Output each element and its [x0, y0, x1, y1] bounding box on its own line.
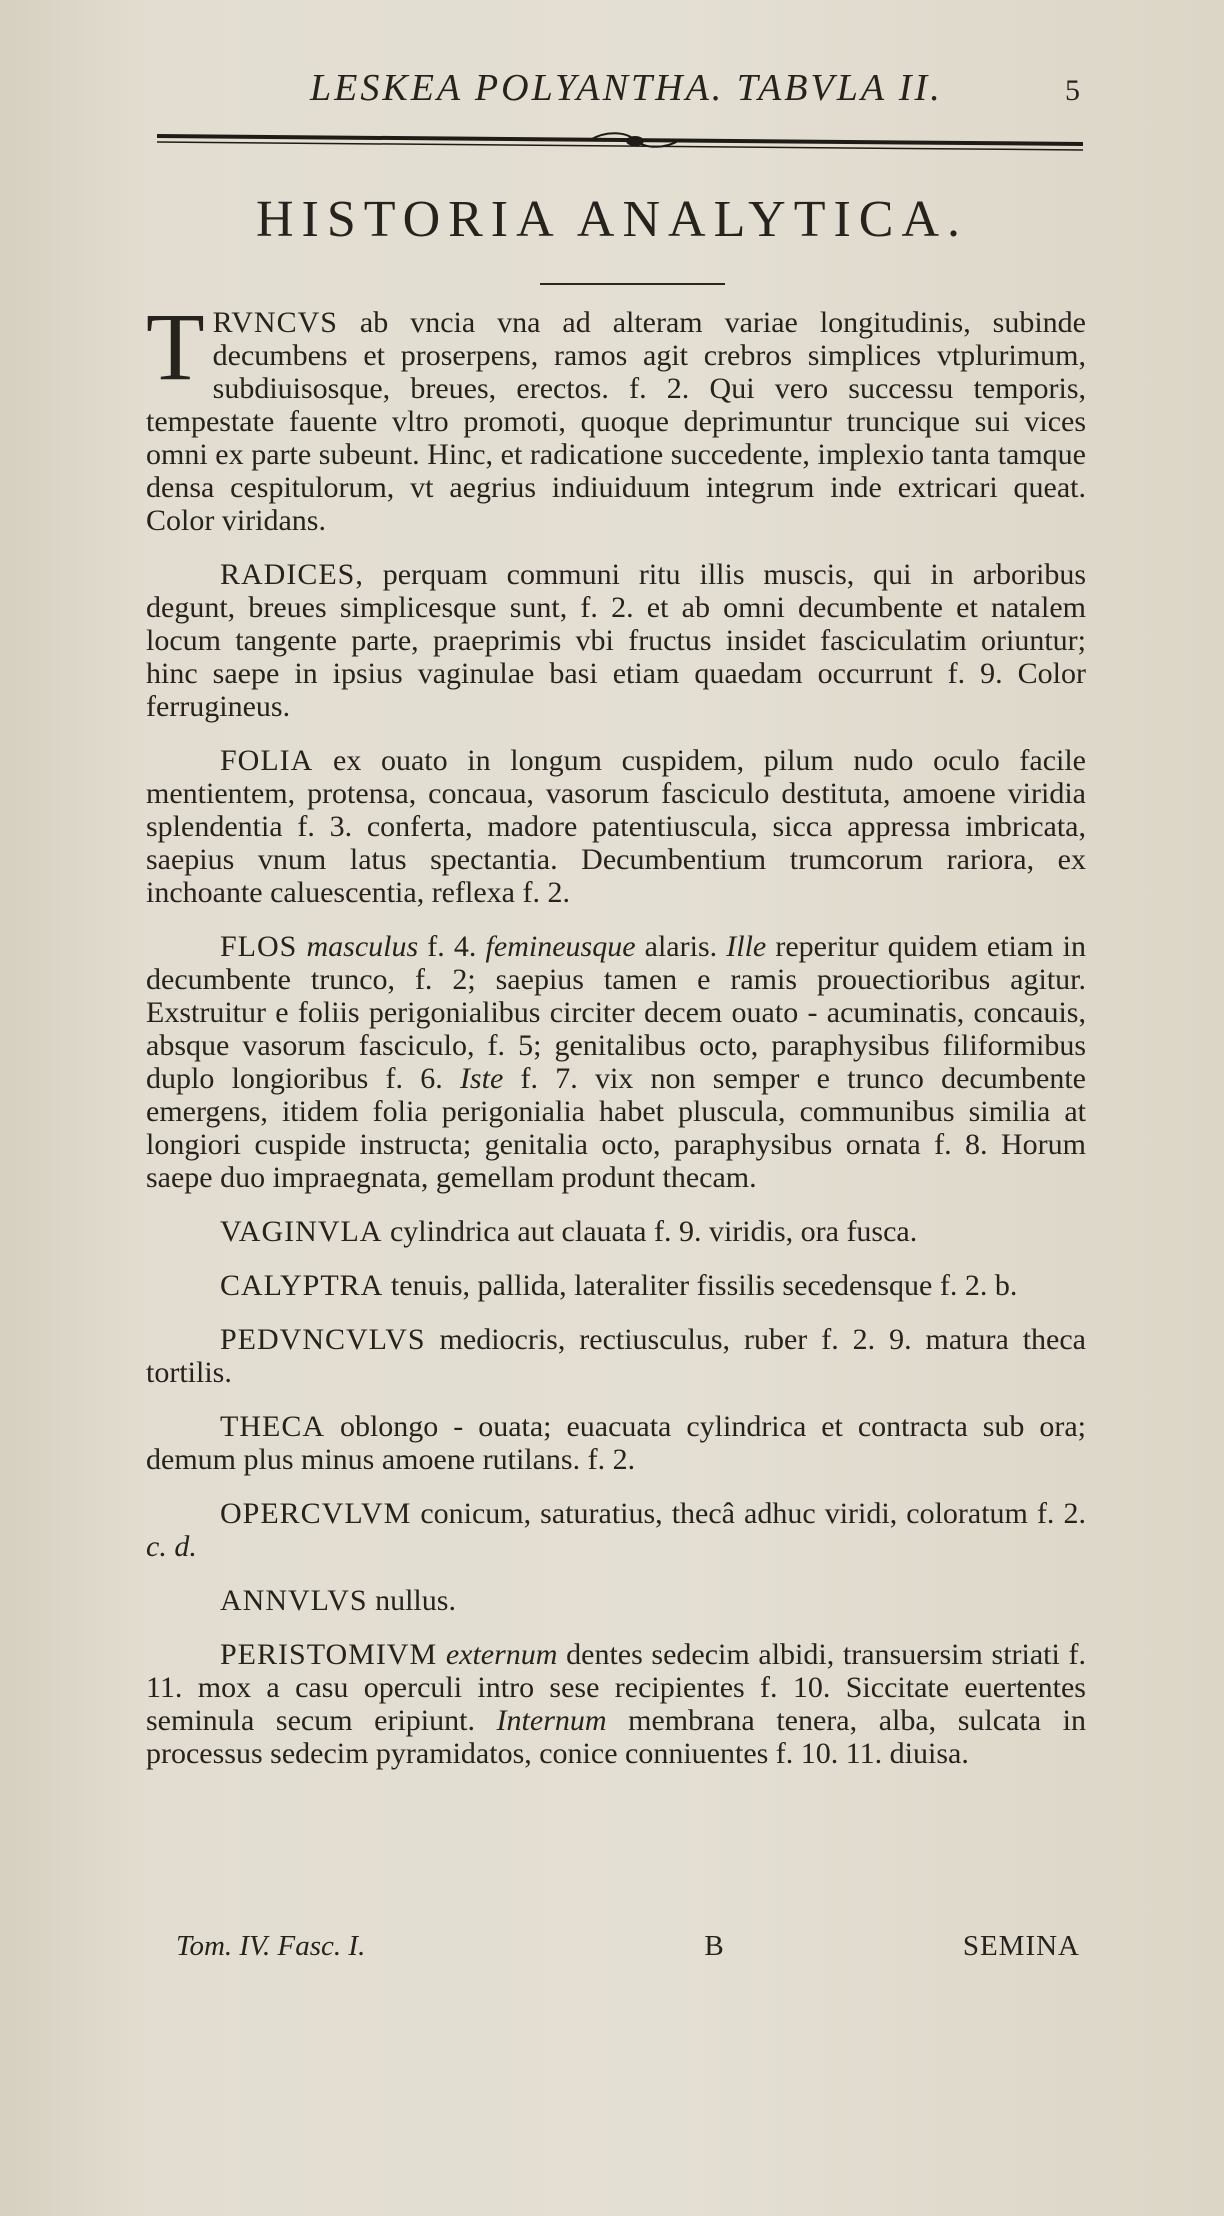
section-title: HISTORIA ANALYTICA.	[255, 191, 969, 248]
lead-word: PERISTOMIVM	[220, 1638, 438, 1671]
paragraph-text: membrana tenera, alba, sulcata in processus sedecim pyramidatos, conice conniuentes f. 10. 11. diuisa.	[146, 1704, 1086, 1770]
paragraph-text: alaris.	[635, 930, 718, 963]
italic-term: femineusque	[476, 930, 636, 963]
running-head	[160, 66, 1080, 110]
catchword: SEMINA	[962, 1930, 1080, 1962]
lead-word: FOLIA	[220, 744, 314, 777]
paragraph-pedunculus	[146, 1323, 1086, 1389]
body-text	[146, 293, 1086, 1791]
italic-term: masculus	[297, 930, 419, 963]
paragraph-flos	[146, 930, 1086, 1194]
paragraph-theca	[146, 1410, 1086, 1476]
paragraph-text: cylindrica aut clauata f. 9. viridis, ora fusca.	[382, 1215, 918, 1248]
paragraph-vaginula	[146, 1215, 1086, 1248]
paragraph-text: ab vncia vna ad alteram variae longitudinis, subinde decumbens et proserpens, ramos agit crebros simplices vtplurimum, subdiuisosque, breues, erectos. f. 2. Qui vero successu temporis, tempestate fauente vltro promoti, quoque deprimuntur truncique sui vices omni ex parte subeunt. Hinc, et radicatione succedente, implexio tanta tamque densa cespitulorum, vt aegrius indiuiduum integrum inde extricari queat. Color viridans.	[146, 306, 1086, 537]
lead-word: RADICES,	[220, 558, 364, 591]
lead-word: VAGINVLA	[220, 1215, 383, 1248]
italic-term: c. d.	[146, 1530, 197, 1563]
paragraph-calyptra	[146, 1269, 1086, 1302]
paragraph-annulus	[146, 1584, 1086, 1617]
italic-term: externum	[437, 1638, 558, 1671]
paragraph-text: reperitur quidem etiam in decumbente trunco, f. 2; saepius tamen e ramis prouectioribus agitur. Exstruitur e foliis perigonialibus circiter decem ouato - acuminatis, concauis, absque vasorum fasciculo, f. 5; genitalibus octo, paraphysibus filiformibus duplo longioribus f. 6.	[146, 930, 1086, 1095]
paragraph-operculum	[146, 1497, 1086, 1563]
paragraph-text: oblongo - ouata; euacuata cylindrica et contracta sub ora; demum plus minus amoene rutilans. f. 2.	[146, 1410, 1086, 1476]
italic-term: Ille	[717, 930, 767, 963]
lead-word: RVNCVS	[212, 306, 338, 339]
paragraph-text: dentes sedecim albidi, transuersim striati f. 11. mox a casu operculi intro sese recipientes f. 10. Siccitate euertentes seminula secum eripiunt.	[146, 1638, 1086, 1737]
paragraph-text: conicum, saturatius, thecâ adhuc viridi, coloratum f. 2.	[411, 1497, 1086, 1530]
lead-word: THECA	[220, 1410, 325, 1443]
paragraph-folia	[146, 744, 1086, 909]
lead-word: CALYPTRA	[220, 1269, 384, 1302]
paragraph-text: f. 7. vix non semper e trunco decumbente emergens, itidem folia perigonialia habet pluscula, communibus similia at longiori cuspide instructa; genitalia octo, paraphysibus ornata f. 8. Horum saepe duo impraegnata, gemellam produnt thecam.	[146, 1062, 1086, 1194]
lead-word: PEDVNCVLVS	[220, 1323, 426, 1356]
italic-term: Internum	[474, 1704, 607, 1737]
paragraph-truncus	[146, 293, 1086, 537]
page-number: 5	[1065, 74, 1080, 107]
paragraph-radices	[146, 558, 1086, 723]
paragraph-text: ex ouato in longum cuspidem, pilum nudo oculo facile mentientem, protensa, concaua, vasorum fasciculo destituta, amoene viridia splendentia f. 3. conferta, madore patentiuscula, sicca appressa imbricata, saepius vnum latus spectantia. Decumbentium trumcorum rariora, ex inchoante caluescentia, reflexa f. 2.	[146, 744, 1086, 909]
page-footer	[176, 1930, 1080, 1963]
title-rule	[540, 283, 725, 285]
running-title: LESKEA POLYANTHA. TABVLA II.	[310, 67, 943, 109]
lead-word: OPERCVLVM	[220, 1497, 412, 1530]
paragraph-peristomium	[146, 1638, 1086, 1770]
lead-word: ANNVLVS	[220, 1584, 368, 1617]
paragraph-text: tenuis, pallida, lateraliter fissilis secedensque f. 2. b.	[383, 1269, 1018, 1302]
signature-mark: B	[704, 1930, 724, 1962]
paragraph-text: perquam communi ritu illis muscis, qui in arboribus degunt, breues simplicesque sunt, f. 2. et ab omni decumbente et natalem locum tangente parte, praeprimis vbi fructus insidet fasciculatim oriuntur; hinc saepe in ipsius vaginulae basi etiam quaedam occurrunt f. 9. Color ferrugineus.	[146, 558, 1086, 723]
volume-signature: Tom. IV. Fasc. I.	[176, 1930, 366, 1962]
lead-word: FLOS	[220, 930, 298, 963]
paragraph-text: f. 4.	[418, 930, 477, 963]
drop-cap: T	[146, 293, 205, 400]
paragraph-text: mediocris, rectiusculus, ruber f. 2. 9. matura theca tortilis.	[146, 1323, 1086, 1389]
paragraph-text: nullus.	[367, 1584, 456, 1617]
italic-term: Iste	[442, 1062, 504, 1095]
ornamental-rule	[155, 128, 1085, 168]
